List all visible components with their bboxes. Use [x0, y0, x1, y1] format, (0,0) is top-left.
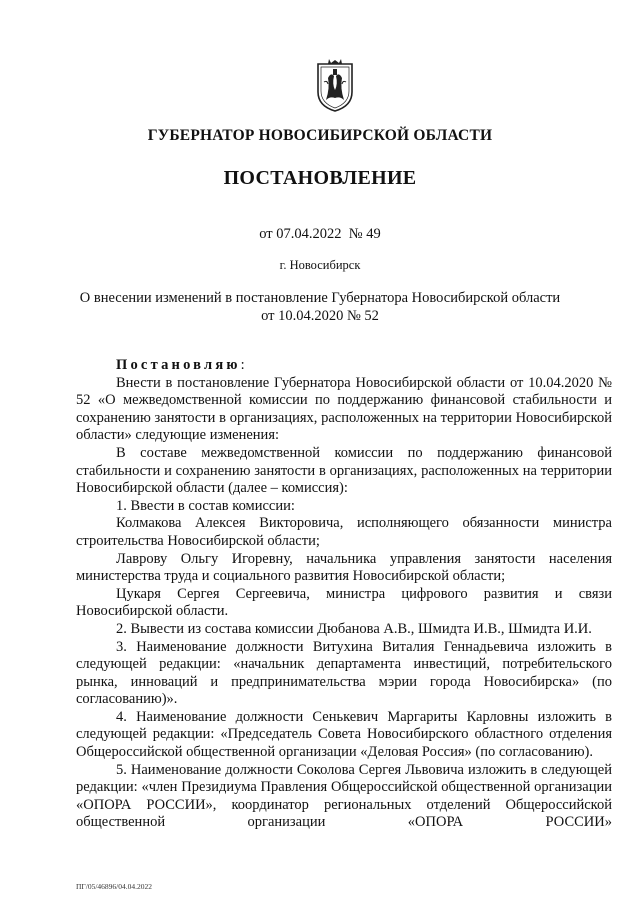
body-paragraph: 1. Ввести в состав комиссии: — [116, 497, 295, 514]
body-paragraph: В составе межведомственной комиссии по поддержанию финансовой стабильности и сохранению занятости в организациях, расположенных на территории Новосибирской области (далее – комиссия): — [76, 444, 612, 497]
document-footer-code: ПГ/05/46896/04.04.2022 — [76, 882, 153, 891]
document-date-number: от 07.04.2022 № 49 — [259, 226, 381, 242]
novosibirsk-coat-of-arms-icon — [316, 58, 354, 112]
body-paragraph: 2. Вывести из состава комиссии Дюбанова А.В., Шмидта И.В., Шмидта И.И. — [116, 620, 592, 637]
body-paragraph: Лаврову Ольгу Игоревну, начальника управления занятости населения министерства труда и социального развития Новосибирской области; — [76, 550, 612, 585]
body-paragraph: 4. Наименование должности Сенькевич Маргариты Карловны изложить в следующей редакции: «Председатель Совета Новосибирского областного отделения Общероссийской общественной организации «Деловая Россия» (по согласованию). — [76, 708, 612, 761]
document-type: ПОСТАНОВЛЕНИЕ — [223, 167, 417, 189]
body-paragraph: Цукаря Сергея Сергеевича, министра цифрового развития и связи Новосибирской области. — [76, 585, 612, 620]
body-paragraph: 3. Наименование должности Витухина Виталия Геннадьевича изложить в следующей редакции: «начальник департамента инвестиций, потребительского рынка, инноваций и предпринимательства мэрии города Новосибирска» (по согласованию)». — [76, 638, 612, 708]
issuing-authority: ГУБЕРНАТОР НОВОСИБИРСКОЙ ОБЛАСТИ — [147, 127, 493, 144]
document-body — [76, 357, 612, 832]
subject-line-1: О внесении изменений в постановление Губернатора Новосибирской области — [79, 290, 561, 306]
resolution-word: Постановляю: — [116, 357, 245, 373]
body-paragraph: 5. Наименование должности Соколова Сергея Львовича изложить в следующей редакции: «член Президиума Правления Общероссийской общественной организации «ОПОРА РОССИИ», координатор региональных отделений Общероссийской общественной организации «ОПОРА РОССИИ» — [76, 761, 612, 831]
body-paragraph: Внести в постановление Губернатора Новосибирской области от 10.04.2020 № 52 «О межведомственной комиссии по поддержанию финансовой стабильности и сохранению занятости в организациях, расположенных на территории Новосибирской области» следующие изменения: — [76, 374, 612, 444]
document-city: г. Новосибирск — [279, 258, 361, 272]
body-paragraph: Колмакова Алексея Викторовича, исполняющего обязанности министра строительства Новосибирской области; — [76, 515, 612, 549]
document-subject — [0, 289, 640, 325]
subject-line-2: от 10.04.2020 № 52 — [261, 308, 379, 324]
